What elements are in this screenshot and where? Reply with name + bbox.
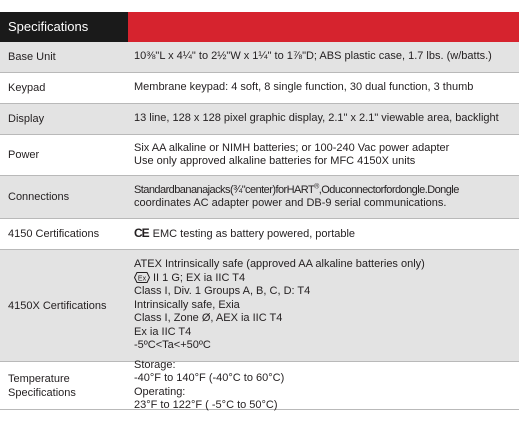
row-display — [0, 104, 519, 135]
temperature-label-line-1: Temperature — [8, 372, 70, 385]
operating-line — [134, 386, 515, 413]
connections-line-1-text: Standardbananajacks(¾"center)forHART — [134, 183, 315, 196]
base-unit-value: 10⅜"L x 4¼" to 2½"W x 1¼" to 1⅞"D; ABS plastic case, 1.7 lbs. (w/batts.) — [134, 50, 492, 63]
cert-4150x-line-4: Intrinsically safe, Exia — [134, 298, 240, 311]
cert-4150-value-cell — [128, 219, 519, 249]
storage-value: -40°F to 140°F (-40°C to 60°C) — [134, 372, 285, 384]
cert-4150x-value-cell — [128, 250, 519, 361]
display-label: Display — [8, 113, 45, 125]
power-label: Power — [8, 149, 40, 161]
cert-4150-label: 4150 Certifications — [8, 228, 100, 240]
power-line-1: Six AA alkaline or NIMH batteries; or 100-240 Vac power adapter — [134, 141, 450, 154]
row-4150x-certifications — [0, 250, 519, 362]
row-base-unit — [0, 42, 519, 73]
connections-line-2: coordinates AC adapter power and DB-9 serial communications. — [134, 197, 447, 209]
base-unit-label: Base Unit — [8, 51, 56, 63]
keypad-value: Membrane keypad: 4 soft, 8 single function, 30 dual function, 3 thumb — [134, 81, 474, 94]
cert-4150x-line-2-text: II 1 G; EX ia IIC T4 — [153, 271, 246, 284]
row-temperature — [0, 358, 519, 411]
cert-4150x-label: 4150X Certifications — [8, 299, 107, 312]
ex-hexagon-icon — [134, 272, 150, 283]
storage-line — [134, 359, 515, 386]
cert-4150x-line-7: -5ºC<Ta<+50ºC — [134, 339, 211, 352]
keypad-value-cell — [128, 73, 519, 103]
spec-title: Specifications — [0, 12, 128, 42]
row-power — [0, 135, 519, 176]
cert-4150x-line-1: ATEX Intrinsically safe (approved AA alkaline batteries only) — [134, 258, 425, 271]
power-line-2: Use only approved alkaline batteries for MFC 4150X units — [134, 155, 416, 167]
cert-4150-line — [134, 227, 515, 242]
ex-symbol-text: Ex — [137, 275, 147, 283]
connections-value-cell — [128, 176, 519, 218]
temperature-label-line-2: Specifications — [8, 386, 76, 399]
operating-label: Operating: — [134, 385, 186, 398]
cert-4150x-line-6: Ex ia IIC T4 — [134, 325, 192, 338]
ce-mark-icon: CE — [134, 225, 149, 240]
connections-label: Connections — [8, 191, 70, 203]
temperature-label — [0, 362, 128, 409]
keypad-label: Keypad — [8, 82, 46, 94]
temperature-value-cell — [128, 358, 519, 411]
cert-4150x-line-5: Class I, Zone Ø, AEX ia IIC T4 — [134, 312, 283, 325]
connections-line-1-tail: ,Oduconnectorfordongle.Dongle — [318, 183, 459, 196]
storage-label: Storage: — [134, 358, 176, 371]
row-4150-certifications — [0, 219, 519, 250]
operating-value: 23°F to 122°F ( -5°C to 50°C) — [134, 399, 278, 411]
cert-4150x-line-3: Class I, Div. 1 Groups A, B, C, D: T4 — [134, 285, 311, 298]
base-unit-value-cell — [128, 42, 519, 72]
registered-mark: ® — [314, 182, 319, 190]
connections-line-1 — [134, 184, 515, 198]
cert-4150-value: EMC testing as battery powered, portable — [152, 227, 356, 240]
display-value: 13 line, 128 x 128 pixel graphic display, 2.1" x 2.1" viewable area, backlight — [134, 112, 499, 125]
spec-header — [0, 12, 519, 42]
power-value-cell — [128, 135, 519, 175]
display-value-cell — [128, 104, 519, 134]
row-keypad — [0, 73, 519, 104]
header-accent-bar — [128, 12, 519, 42]
cert-4150x-line-2 — [134, 272, 515, 286]
spec-table — [0, 42, 519, 410]
row-connections — [0, 176, 519, 219]
